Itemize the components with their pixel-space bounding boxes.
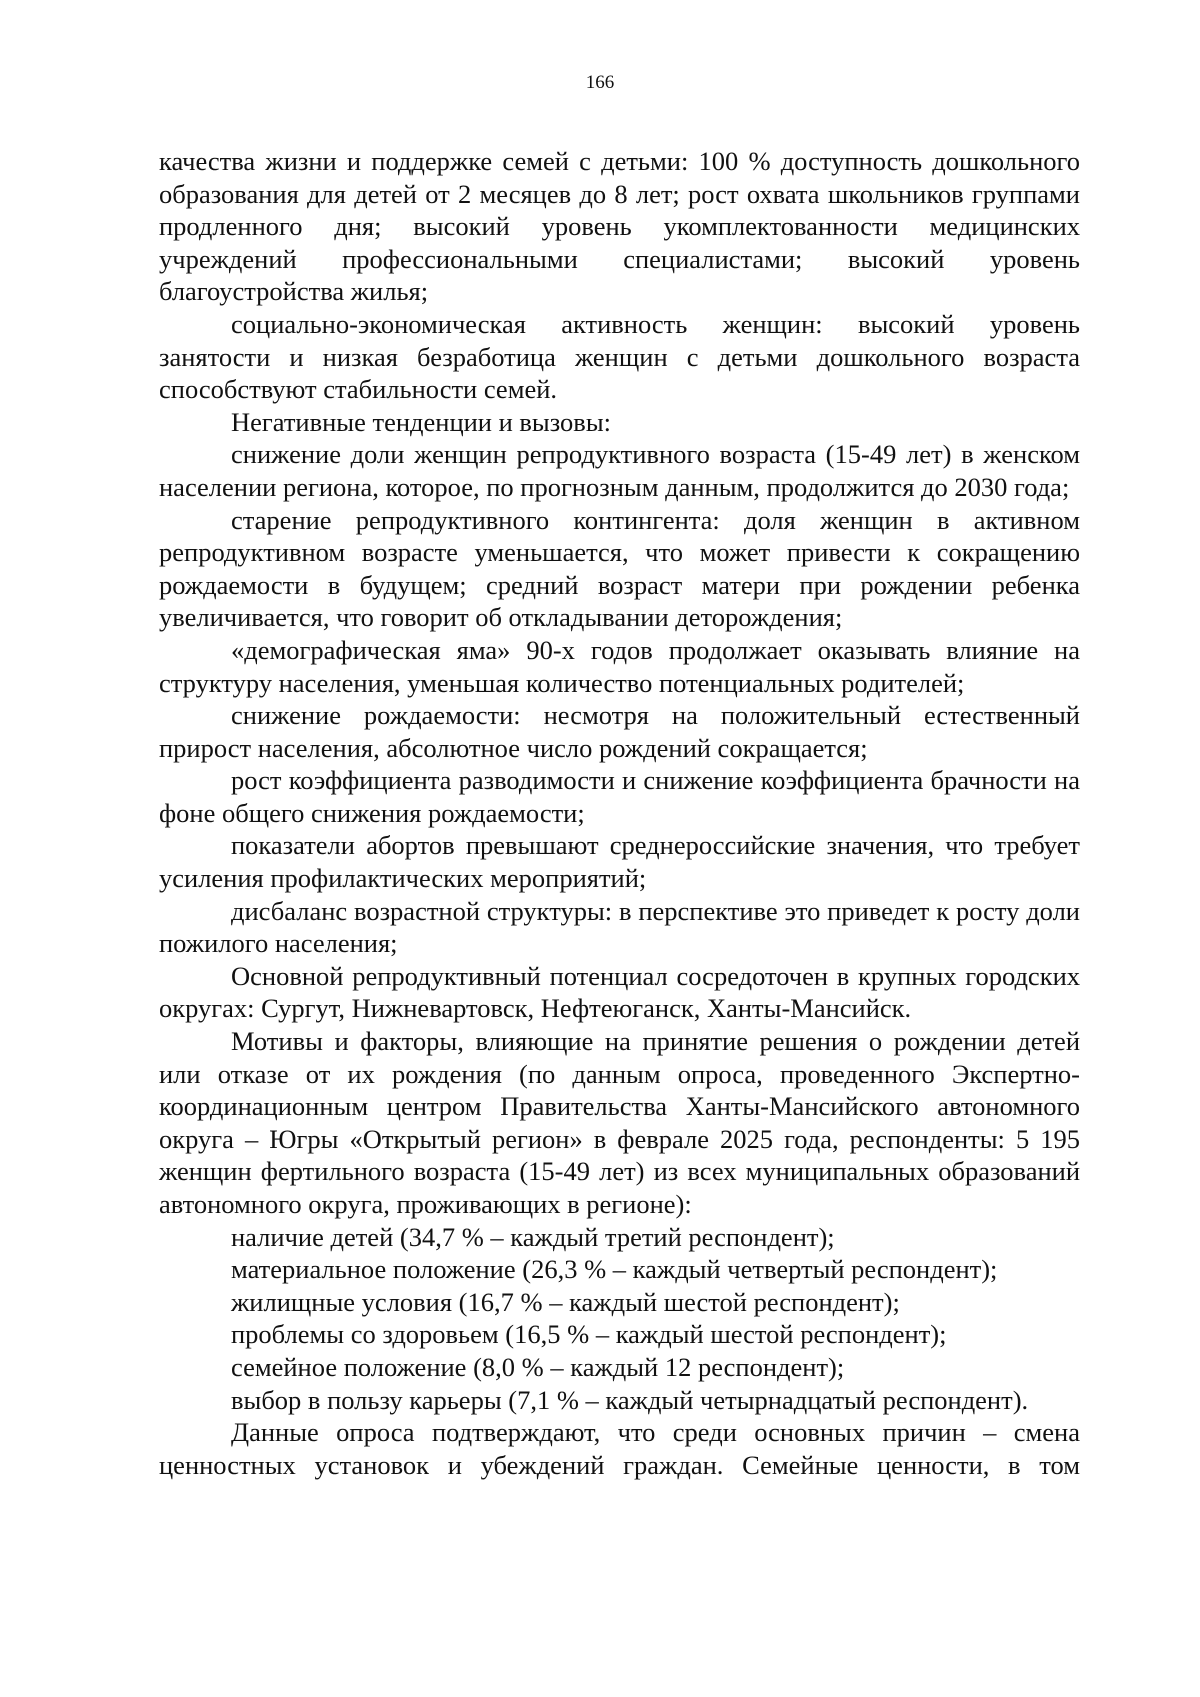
paragraph-divorce-rate: рост коэффициента разводимости и снижение коэффициента брачности на фоне общего снижения рождаемости; <box>159 765 1080 828</box>
list-item-financial-situation: материальное положение (26,3 % – каждый четвертый респондент); <box>231 1254 998 1285</box>
paragraph-abortions: показатели абортов превышают среднероссийские значения, что требует усиления профилактических мероприятий; <box>159 830 1080 894</box>
paragraph-reproductive-share: снижение доли женщин репродуктивного возраста (15-49 лет) в женском населении региона, которое, по прогнозным данным, продолжится до 2030 года; <box>159 439 1080 502</box>
paragraph-survey-motives: Мотивы и факторы, влияющие на принятие решения о рождении детей или отказе от их рождения (по данным опроса, проведенного Экспертно-координационным центром Правительства Ханты-Мансийского автономного округа – Югры «Открытый регион» в феврале 2025 года, респонденты: 5 195 женщин фертильного возраста (15-49 лет) из всех муниципальных образований автономного округа, проживающих в регионе): <box>159 1026 1080 1219</box>
paragraph-reproductive-potential: Основной репродуктивный потенциал сосредоточен в крупных городских округах: Сургут, Нижневартовск, Нефтеюганск, Ханты-Мансийск. <box>159 960 1080 1024</box>
document-body <box>159 145 1080 1481</box>
list-item-housing: жилищные условия (16,7 % – каждый шестой респондент); <box>231 1286 900 1317</box>
list-item-health: проблемы со здоровьем (16,5 % – каждый шестой респондент); <box>231 1319 947 1350</box>
paragraph-aging-contingent: старение репродуктивного контингента: доля женщин в активном репродуктивном возрасте уменьшается, что может привести к сокращению рождаемости в будущем; средний возраст матери при рождении ребенка увеличивается, что говорит об откладывании деторождения; <box>159 504 1080 633</box>
paragraph-birth-decline: снижение рождаемости: несмотря на положительный естественный прирост населения, абсолютное число рождений сокращается; <box>159 700 1080 763</box>
paragraph-survey-conclusion: Данные опроса подтверждают, что среди основных причин – смена ценностных установок и убеждений граждан. Семейные ценности, в том <box>159 1417 1080 1480</box>
paragraph-women-activity: социально-экономическая активность женщин: высокий уровень занятости и низкая безработица женщин с детьми дошкольного возраста способствуют стабильности семей. <box>159 308 1080 405</box>
page-number: 166 <box>585 72 615 93</box>
list-item-having-children: наличие детей (34,7 % – каждый третий респондент); <box>231 1221 835 1252</box>
paragraph-negative-trends-heading: Негативные тенденции и вызовы: <box>231 406 611 437</box>
paragraph-age-imbalance: дисбаланс возрастной структуры: в перспективе это приведет к росту доли пожилого населения; <box>159 895 1080 959</box>
paragraph-demographic-pit: «демографическая яма» 90-х годов продолжает оказывать влияние на структуру населения, уменьшая количество потенциальных родителей; <box>159 634 1080 698</box>
paragraph-quality-of-life: качества жизни и поддержке семей с детьми: 100 % доступность дошкольного образования для детей от 2 месяцев до 8 лет; рост охвата школьников группами продленного дня; высокий уровень укомплектованности медицинских учреждений профессиональными специалистами; высокий уровень благоустройства жилья; <box>159 146 1080 307</box>
list-item-career: выбор в пользу карьеры (7,1 % – каждый четырнадцатый респондент). <box>231 1384 1029 1415</box>
list-item-marital-status: семейное положение (8,0 % – каждый 12 респондент); <box>231 1351 845 1382</box>
